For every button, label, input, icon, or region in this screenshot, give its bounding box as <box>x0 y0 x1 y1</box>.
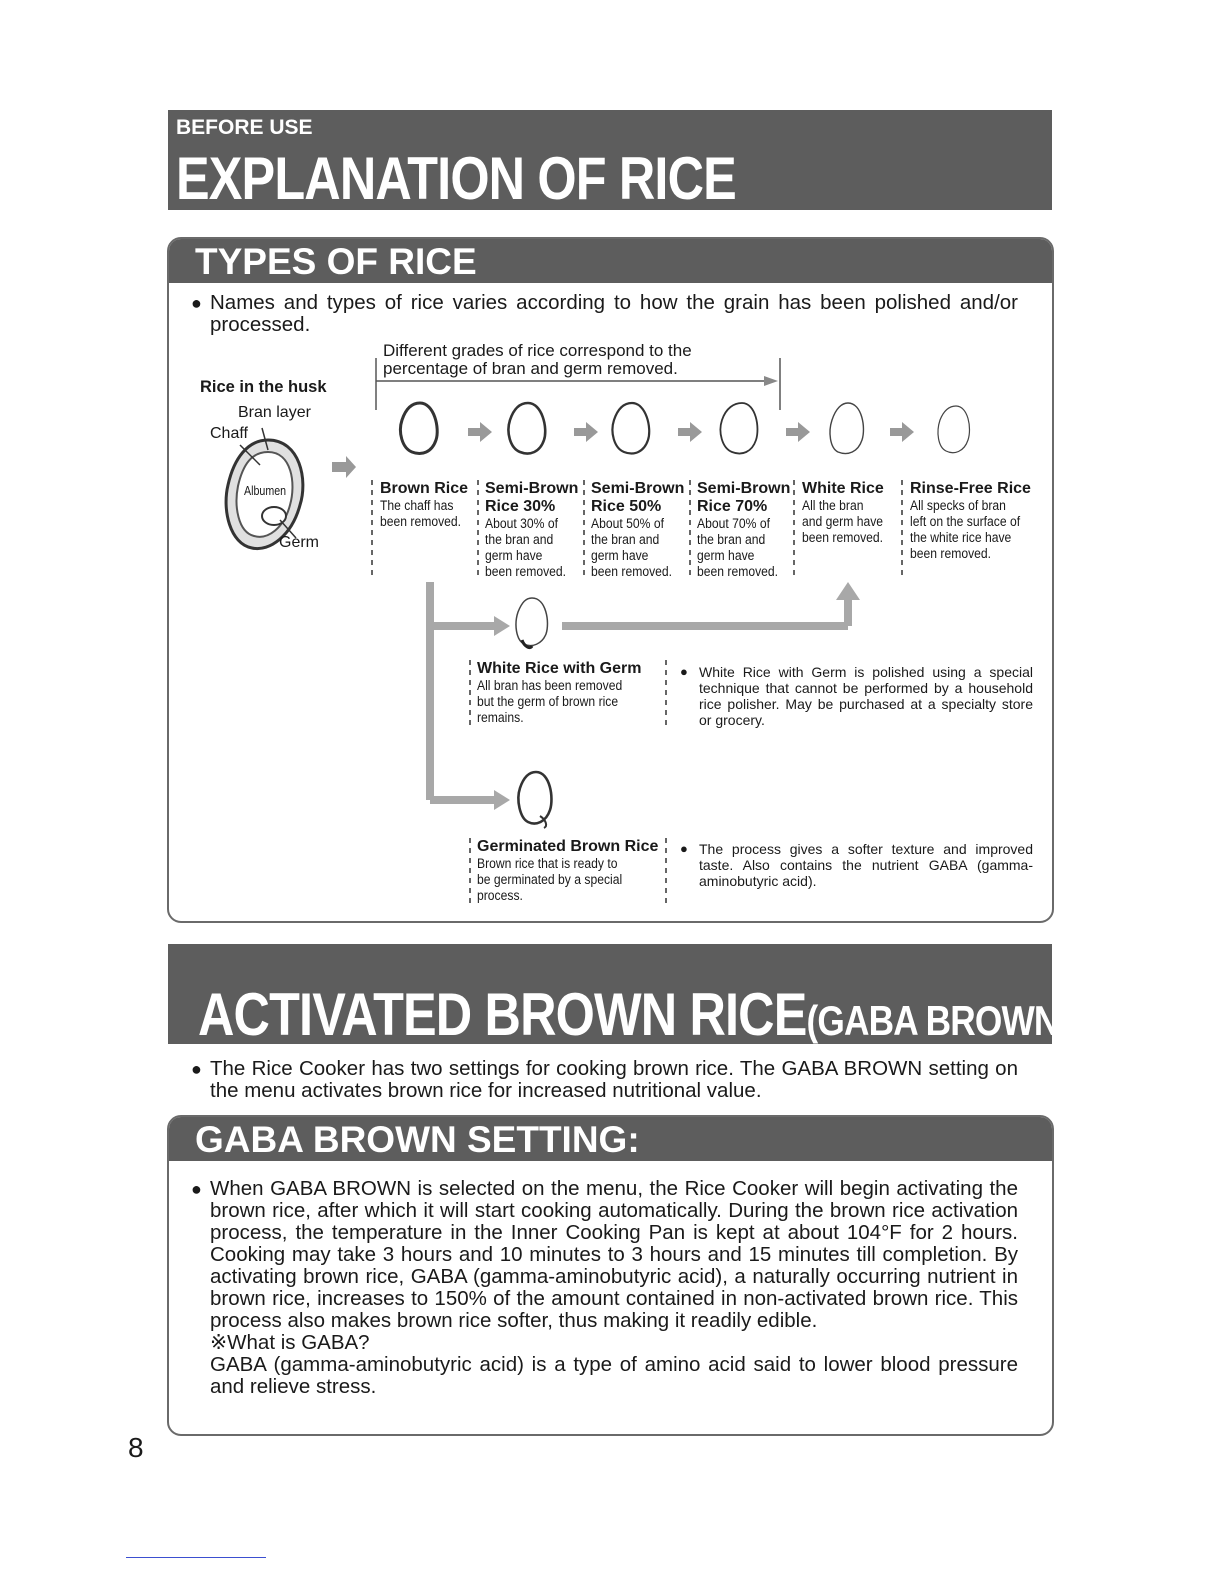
germ-label: Germ <box>279 534 319 551</box>
white-rice-with-germ-note: ● White Rice with Germ is polished using a special technique that cannot be performed by a household rice polisher. May be purchased at a specialty store or grocery. <box>680 664 1033 728</box>
germinated-brown-rice-note: ● The process gives a softer texture and improved taste. Also contains the nutrient GABA (gamma-aminobutyric acid). <box>680 841 1033 889</box>
types-intro: ● Names and types of rice varies according to how the grain has been polished and/or processed. <box>191 291 1018 336</box>
grade-semi-brown-30: Semi-Brown Rice 30% About 30% of the bran and germ have been removed. <box>485 480 579 579</box>
grade-brown-rice: Brown Rice The chaff has been removed. <box>380 480 469 529</box>
grain-semi-brown-70 <box>720 403 757 454</box>
grain-white-rice-with-germ <box>516 598 547 648</box>
grain-semi-brown-30 <box>508 403 545 454</box>
page-number: 8 <box>128 1432 144 1463</box>
activated-title: ACTIVATED BROWN RICE(GABA BROWN) <box>198 981 1070 1048</box>
gaba-answer: GABA (gamma-aminobutyric acid) is a type of amino acid said to lower blood pressure and relieve stress. <box>210 1353 1018 1398</box>
grain-germinated-brown-rice <box>518 772 551 828</box>
footer-rule <box>126 1557 266 1558</box>
grain-semi-brown-50 <box>612 403 649 454</box>
gaba-question: ※What is GABA? <box>210 1331 370 1354</box>
grain-white-rice <box>830 403 863 454</box>
grade-semi-brown-70: Semi-Brown Rice 70% About 70% of the bran and germ have been removed. <box>697 480 791 579</box>
bullet-icon: ● <box>191 1059 202 1079</box>
grain-rinse-free-rice <box>938 406 970 453</box>
types-of-rice-heading: TYPES OF RICE <box>169 239 1052 283</box>
gaba-body: ● When GABA BROWN is selected on the menu, the Rice Cooker will begin activating the brown rice, after which it will start cooking automatically. During the brown rice activation process, the temperature in the Inner Cooking Pan is kept at about 104°F for 2 hours. Cooking may take 3 hours and 10 minutes to 3 hours and 15 minutes till completion. By activating brown rice, GABA (gamma-aminobutyric acid), a naturally occurring nutrient in brown rice, increases to 150% of the amount contained in non-activated brown rice. This process also makes brown rice softer, thus making it readily edible. ※What is GABA? GABA (gamma-aminobutyric acid) is a type of amino acid said to lower blood pressure and relieve stress. <box>191 1177 1018 1398</box>
activated-intro: ● The Rice Cooker has two settings for cooking brown rice. The GABA BROWN setting on the menu activates brown rice for increased nutritional value. <box>191 1057 1018 1102</box>
albumen-label: Albumen <box>244 483 287 498</box>
white-rice-with-germ-block: White Rice with Germ All bran has been removed but the germ of brown rice remains. <box>477 660 642 725</box>
grade-rinse-free-rice: Rinse-Free Rice All specks of bran left on the surface of the white rice have been removed. <box>910 480 1031 561</box>
gaba-brown-setting-heading: GABA BROWN SETTING: <box>169 1117 1052 1161</box>
bullet-icon: ● <box>680 841 688 856</box>
bran-layer-label: Bran layer <box>238 404 311 421</box>
bullet-icon: ● <box>191 293 202 313</box>
grades-note: Different grades of rice correspond to the percentage of bran and germ removed. <box>383 341 692 378</box>
page-title: EXPLANATION OF RICE <box>176 145 736 212</box>
bullet-icon: ● <box>191 1179 202 1199</box>
section-kicker: BEFORE USE <box>176 116 313 139</box>
grain-brown-rice <box>400 403 437 454</box>
husk-title: Rice in the husk <box>200 378 327 396</box>
grade-white-rice: White Rice All the bran and germ have been removed. <box>802 480 884 545</box>
activated-brown-rice-banner <box>168 944 1070 1048</box>
bullet-icon: ● <box>680 664 688 679</box>
germinated-brown-rice-block: Germinated Brown Rice Brown rice that is ready to be germinated by a special process. <box>477 838 659 903</box>
chaff-label: Chaff <box>210 425 248 442</box>
grade-semi-brown-50: Semi-Brown Rice 50% About 50% of the bran and germ have been removed. <box>591 480 685 579</box>
